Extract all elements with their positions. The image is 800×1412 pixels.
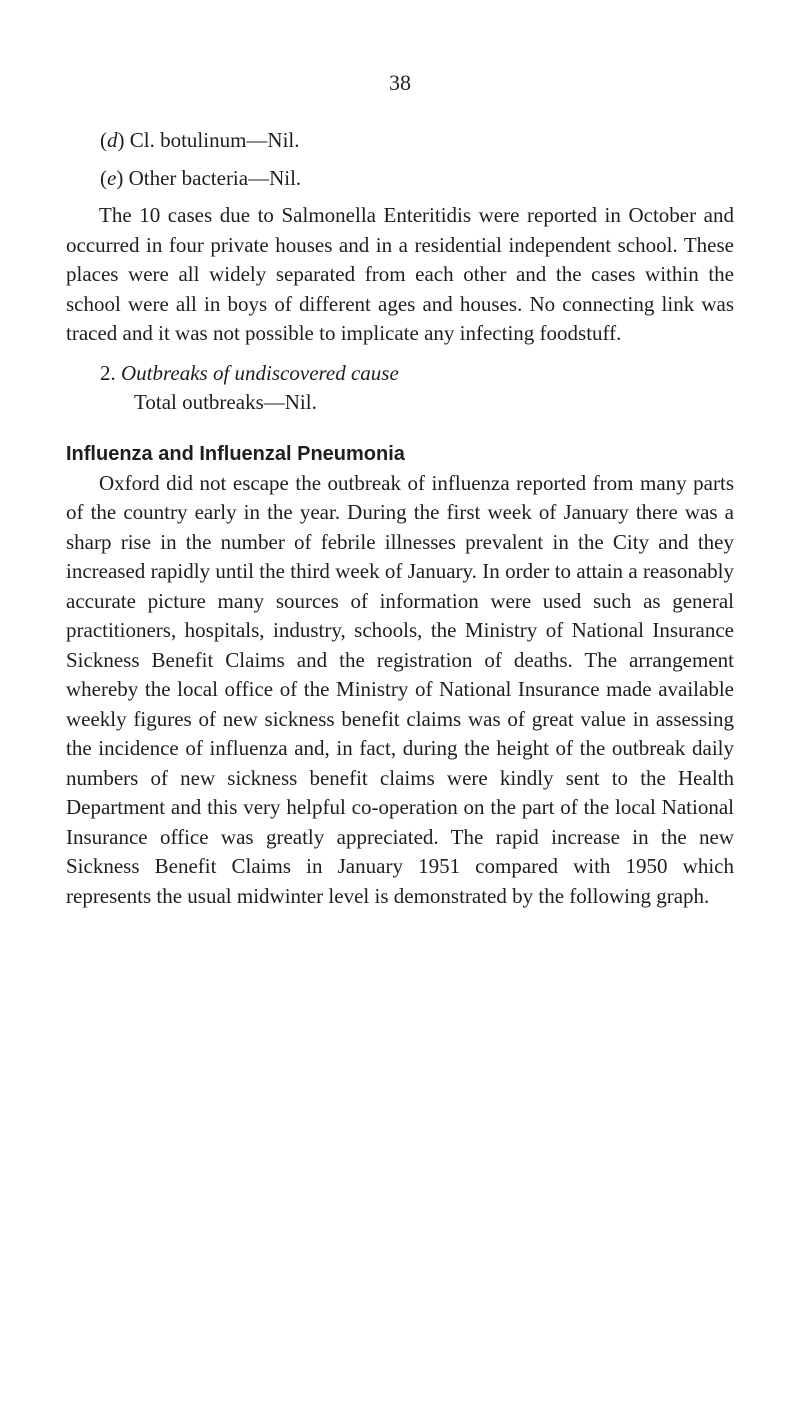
page-content bbox=[66, 126, 734, 911]
list-item-e: (e) Other bacteria—Nil. bbox=[100, 165, 302, 190]
outbreaks-subheading bbox=[66, 359, 734, 389]
outbreaks-total: Total outbreaks—Nil. bbox=[134, 390, 317, 414]
list-marker-d: d bbox=[107, 128, 118, 152]
influenza-paragraph: Oxford did not escape the outbreak of influenza reported from many parts of the country early in the year. During the first week of January there was a sharp rise in the number of febrile illnesses prevalent in the City and they increased rapidly until the third week of January. In order to attain a reasonably accurate picture many sources of information were used such as general practitioners, hospitals, industry, schools, the Ministry of National Insurance Sickness Benefit Claims and the registration of deaths. The arrangement whereby the local office of the Ministry of National Insurance made available weekly figures of new sickness benefit claims was of great value in assessing the incidence of influenza and, in fact, during the height of the outbreak daily numbers of new sickness benefit claims were kindly sent to the Health Department and this very helpful co-operation on the part of the local National Insurance office was greatly appreciated. The rapid increase in the new Sickness Benefit Claims in January 1951 compared with 1950 which represents the usual midwinter level is demonstrated by the following graph. bbox=[66, 470, 734, 908]
salmonella-paragraph: The 10 cases due to Salmonella Enteritidis were reported in October and occurred in four private houses and in a residential independent school. These places were all widely separated from each other and the cases within the school were all in boys of different ages and houses. No connecting link was traced and it was not possible to implicate any infecting foodstuff. bbox=[66, 203, 734, 345]
influenza-heading: Influenza and Influenzal Pneumonia bbox=[66, 442, 405, 465]
list-marker-e: e bbox=[107, 165, 117, 190]
list-text-d: Cl. botulinum—Nil. bbox=[124, 128, 300, 152]
outbreaks-title: Outbreaks of undiscovered cause bbox=[121, 360, 399, 385]
list-item-d: (d) Cl. botulinum—Nil. bbox=[100, 128, 300, 152]
list-text-e: Other bacteria—Nil. bbox=[123, 165, 302, 190]
outbreaks-number: 2. bbox=[100, 360, 116, 385]
page-number: 38 bbox=[389, 70, 411, 95]
